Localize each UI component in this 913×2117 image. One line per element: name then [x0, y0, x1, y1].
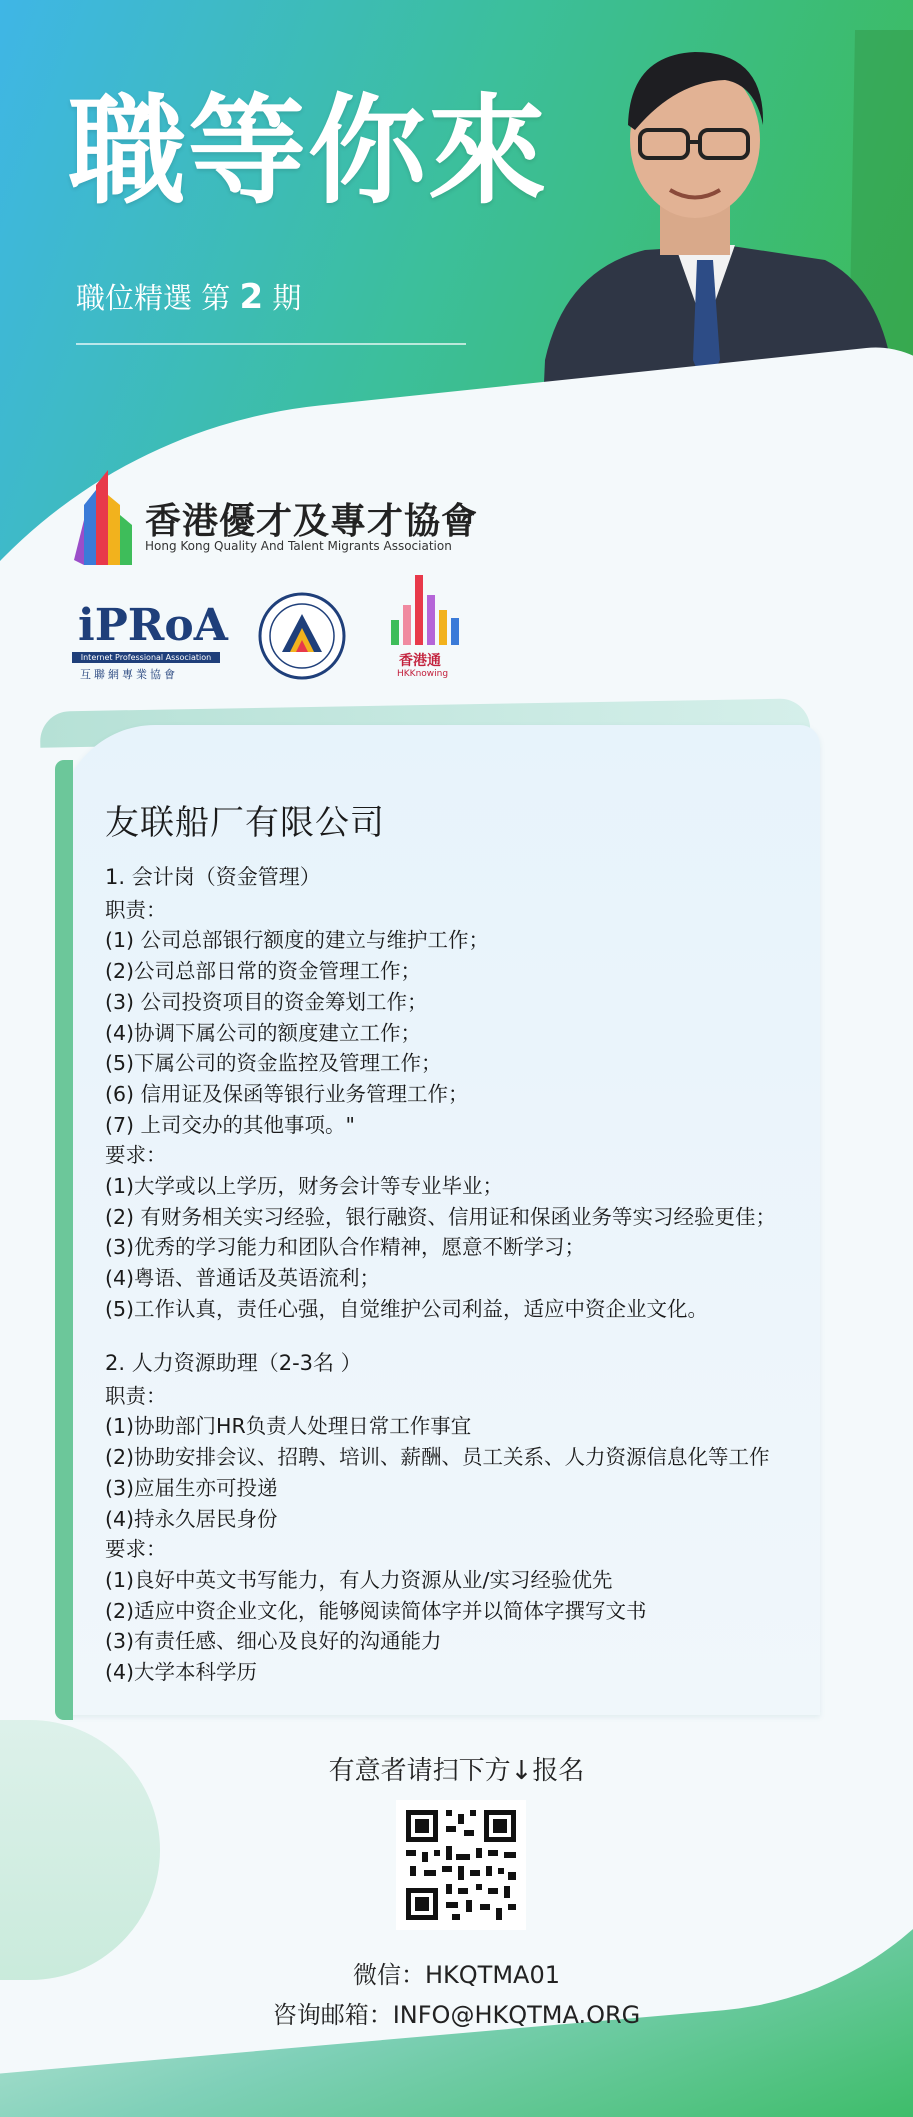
issue-prefix: 職位精選 第 — [76, 281, 231, 315]
list-item: (2)公司总部日常的资金管理工作； — [105, 959, 422, 984]
list-item: (2)协助安排会议、招聘、培训、薪酬、员工关系、人力资源信息化等工作 — [105, 1445, 770, 1470]
title-underline — [76, 343, 466, 345]
contact-email: 咨询邮箱：INFO@HKQTMA.ORG — [272, 2001, 641, 2029]
list-item: (1) 公司总部银行额度的建立与维护工作； — [105, 928, 490, 953]
list-item: (1)良好中英文书写能力，有人力资源从业/实习经验优先 — [105, 1567, 613, 1592]
signup-call-to-action: 有意者请扫下方↓报名 — [328, 1756, 585, 1786]
list-item: (3)有责任感、细心及良好的沟通能力 — [105, 1629, 442, 1654]
company-name: 友联船厂有限公司 — [105, 803, 385, 843]
ipro-name-cn: 互聯網專業協會 — [80, 668, 178, 681]
hkknowing-logo — [385, 570, 465, 685]
ipro-logo — [72, 600, 228, 681]
card-accent-bar — [55, 760, 73, 1720]
list-item: (3) 公司投资项目的资金筹划工作； — [105, 989, 428, 1014]
list-item: (1)协助部门HR负责人处理日常工作事宜 — [105, 1414, 472, 1439]
list-item: (4)持永久居民身份 — [105, 1506, 278, 1531]
list-item: (5)工作认真，责任心强，自觉维护公司利益，适应中资企业文化。 — [105, 1296, 709, 1321]
list-item: (2) 有财务相关实习经验，银行融资、信用证和保函业务等实习经验更佳； — [105, 1204, 777, 1229]
duties-label: 职责： — [105, 897, 167, 922]
wechat-id: 微信：HKQTMA01 — [353, 1961, 560, 1989]
list-item: (4)大学本科学历 — [105, 1660, 258, 1685]
job-section-1 — [105, 862, 825, 1325]
association-name-cn: 香港優才及專才協會 — [145, 501, 479, 542]
association-name-en: Hong Kong Quality And Talent Migrants Association — [145, 539, 452, 553]
requirements-label: 要求： — [105, 1537, 167, 1562]
ipro-mark: iPRoA — [78, 600, 228, 651]
issue-label — [76, 276, 301, 317]
skyline-icon — [385, 570, 465, 650]
list-item: (4)粤语、普通话及英语流利； — [105, 1266, 381, 1291]
seal-logo-icon — [258, 592, 346, 680]
list-item: (7) 上司交办的其他事项。" — [105, 1112, 355, 1137]
requirements-label: 要求： — [105, 1143, 167, 1168]
job-section-2 — [105, 1348, 825, 1688]
hkknowing-name-en: HKKnowing — [397, 669, 449, 679]
page-title: 職等你來 — [68, 82, 549, 220]
duties-label: 职责： — [105, 1383, 167, 1408]
list-item: (1)大学或以上学历，财务会计等专业毕业； — [105, 1174, 504, 1199]
list-item: (3)优秀的学习能力和团队合作精神，愿意不断学习； — [105, 1235, 586, 1260]
job-title: 1. 会计岗（资金管理） — [105, 865, 321, 889]
list-item: (5)下属公司的资金监控及管理工作； — [105, 1051, 442, 1076]
list-item: (6) 信用证及保函等银行业务管理工作； — [105, 1081, 469, 1106]
issue-suffix: 期 — [272, 281, 302, 315]
job-title: 2. 人力资源助理（2-3名 ） — [105, 1351, 362, 1375]
association-logo-icon — [74, 465, 134, 570]
list-item: (3)应届生亦可投递 — [105, 1475, 278, 1500]
list-item: (2)适应中资企业文化，能够阅读简体字并以简体字撰写文书 — [105, 1598, 647, 1623]
qr-code[interactable] — [396, 1800, 526, 1930]
issue-number: 2 — [239, 277, 264, 317]
list-item: (4)协调下属公司的额度建立工作； — [105, 1020, 422, 1045]
ipro-name-en: Internet Professional Association — [72, 652, 220, 663]
hkknowing-name-cn: 香港通 — [399, 653, 441, 669]
